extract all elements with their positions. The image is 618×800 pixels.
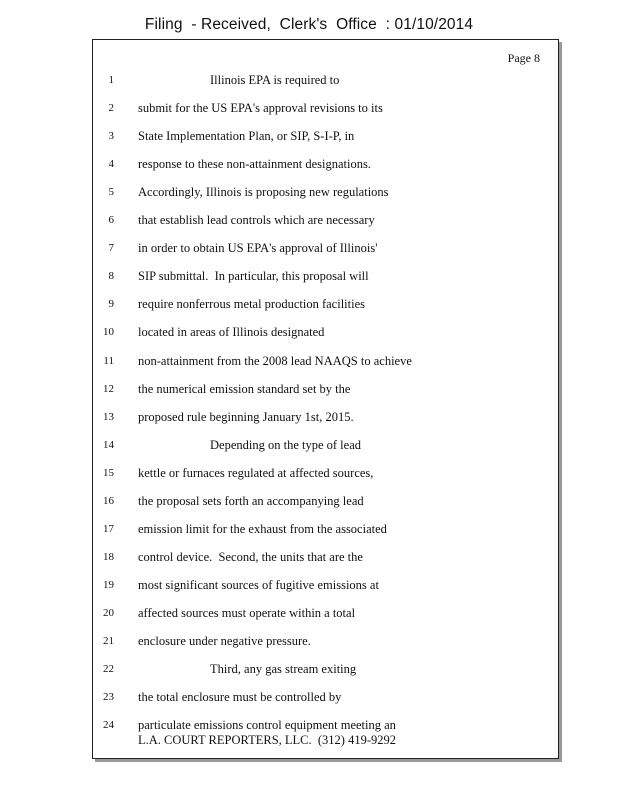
line-text: particulate emissions control equipment meeting an: [138, 718, 396, 733]
transcript-page: [92, 39, 559, 759]
transcript-line: [93, 155, 533, 173]
page-number: Page 8: [507, 51, 540, 65]
line-number: 2: [108, 102, 114, 115]
line-number: 21: [103, 635, 114, 647]
line-number: 5: [108, 186, 114, 199]
line-number: 8: [108, 270, 114, 283]
transcript-line: [93, 632, 533, 650]
line-text: State Implementation Plan, or SIP, S-I-P, in: [138, 129, 355, 144]
transcript-line: [93, 127, 533, 145]
transcript-line: [93, 660, 533, 678]
transcript-line: [93, 408, 533, 426]
transcript-line: [93, 323, 533, 341]
line-number: 6: [108, 214, 114, 227]
transcript-line: [93, 71, 533, 89]
line-number: 24: [103, 719, 114, 732]
line-text: most significant sources of fugitive emissions at: [138, 577, 379, 592]
line-text: enclosure under negative pressure.: [138, 634, 311, 648]
transcript-line: [93, 716, 533, 734]
line-number: 23: [103, 691, 114, 704]
line-text: SIP submittal. In particular, this proposal will: [138, 269, 369, 284]
line-number: 10: [103, 326, 114, 339]
line-number: 19: [103, 578, 114, 591]
line-number: 1: [108, 74, 114, 86]
line-text: Third, any gas stream exiting: [210, 662, 357, 677]
line-text: Illinois EPA is required to: [210, 73, 340, 87]
line-text: the numerical emission standard set by the: [138, 381, 351, 396]
line-number: 4: [108, 158, 114, 171]
line-number: 3: [108, 130, 114, 143]
line-text: kettle or furnaces regulated at affected sources,: [138, 465, 374, 480]
transcript-line: [93, 576, 533, 594]
line-number: 7: [108, 242, 114, 255]
line-number: 22: [103, 663, 114, 676]
line-text: response to these non-attainment designations.: [138, 157, 371, 172]
transcript-line: [93, 239, 533, 257]
transcript-line: [93, 520, 533, 538]
court-reporter-footer: L.A. COURT REPORTERS, LLC. (312) 419-9292: [138, 733, 396, 747]
line-number: 13: [103, 410, 114, 423]
line-number: 9: [108, 298, 114, 311]
transcript-line: [93, 211, 533, 229]
transcript-line: [93, 267, 533, 285]
line-text: submit for the US EPA's approval revisions to its: [138, 101, 383, 116]
transcript-line: [93, 604, 533, 622]
filing-stamp: Filing - Received, Clerk's Office : 01/10/2014: [144, 16, 474, 33]
transcript-line: [93, 99, 533, 117]
line-text: located in areas of Illinois designated: [138, 325, 325, 340]
line-number: 18: [103, 550, 114, 563]
transcript-line: [93, 380, 533, 398]
transcript-line: [93, 436, 533, 454]
line-text: require nonferrous metal production facilities: [138, 297, 366, 312]
line-text: non-attainment from the 2008 lead NAAQS to achieve: [138, 353, 412, 368]
transcript-line: [93, 688, 533, 706]
line-number: 16: [103, 494, 114, 507]
line-number: 20: [103, 606, 114, 619]
line-text: the proposal sets forth an accompanying lead: [138, 493, 364, 508]
line-number: 17: [103, 522, 114, 535]
transcript-line: [93, 352, 533, 370]
transcript-line: [93, 183, 533, 201]
line-text: affected sources must operate within a total: [138, 605, 356, 620]
line-text: Depending on the type of lead: [210, 437, 361, 452]
line-number: 12: [103, 382, 114, 395]
line-text: the total enclosure must be controlled by: [138, 690, 342, 705]
transcript-line: [93, 492, 533, 510]
line-text: control device. Second, the units that are the: [138, 549, 363, 564]
line-text: in order to obtain US EPA's approval of Illinois': [138, 241, 378, 256]
transcript-line: [93, 295, 533, 313]
transcript-line: [93, 548, 533, 566]
line-text: proposed rule beginning January 1st, 2015.: [138, 409, 354, 424]
transcript-line: [93, 464, 533, 482]
line-text: Accordingly, Illinois is proposing new regulations: [138, 185, 389, 200]
line-number: 11: [103, 354, 114, 367]
line-text: emission limit for the exhaust from the associated: [138, 521, 387, 536]
line-number: 14: [103, 438, 114, 451]
line-text: that establish lead controls which are necessary: [138, 213, 375, 228]
line-number: 15: [103, 466, 114, 479]
